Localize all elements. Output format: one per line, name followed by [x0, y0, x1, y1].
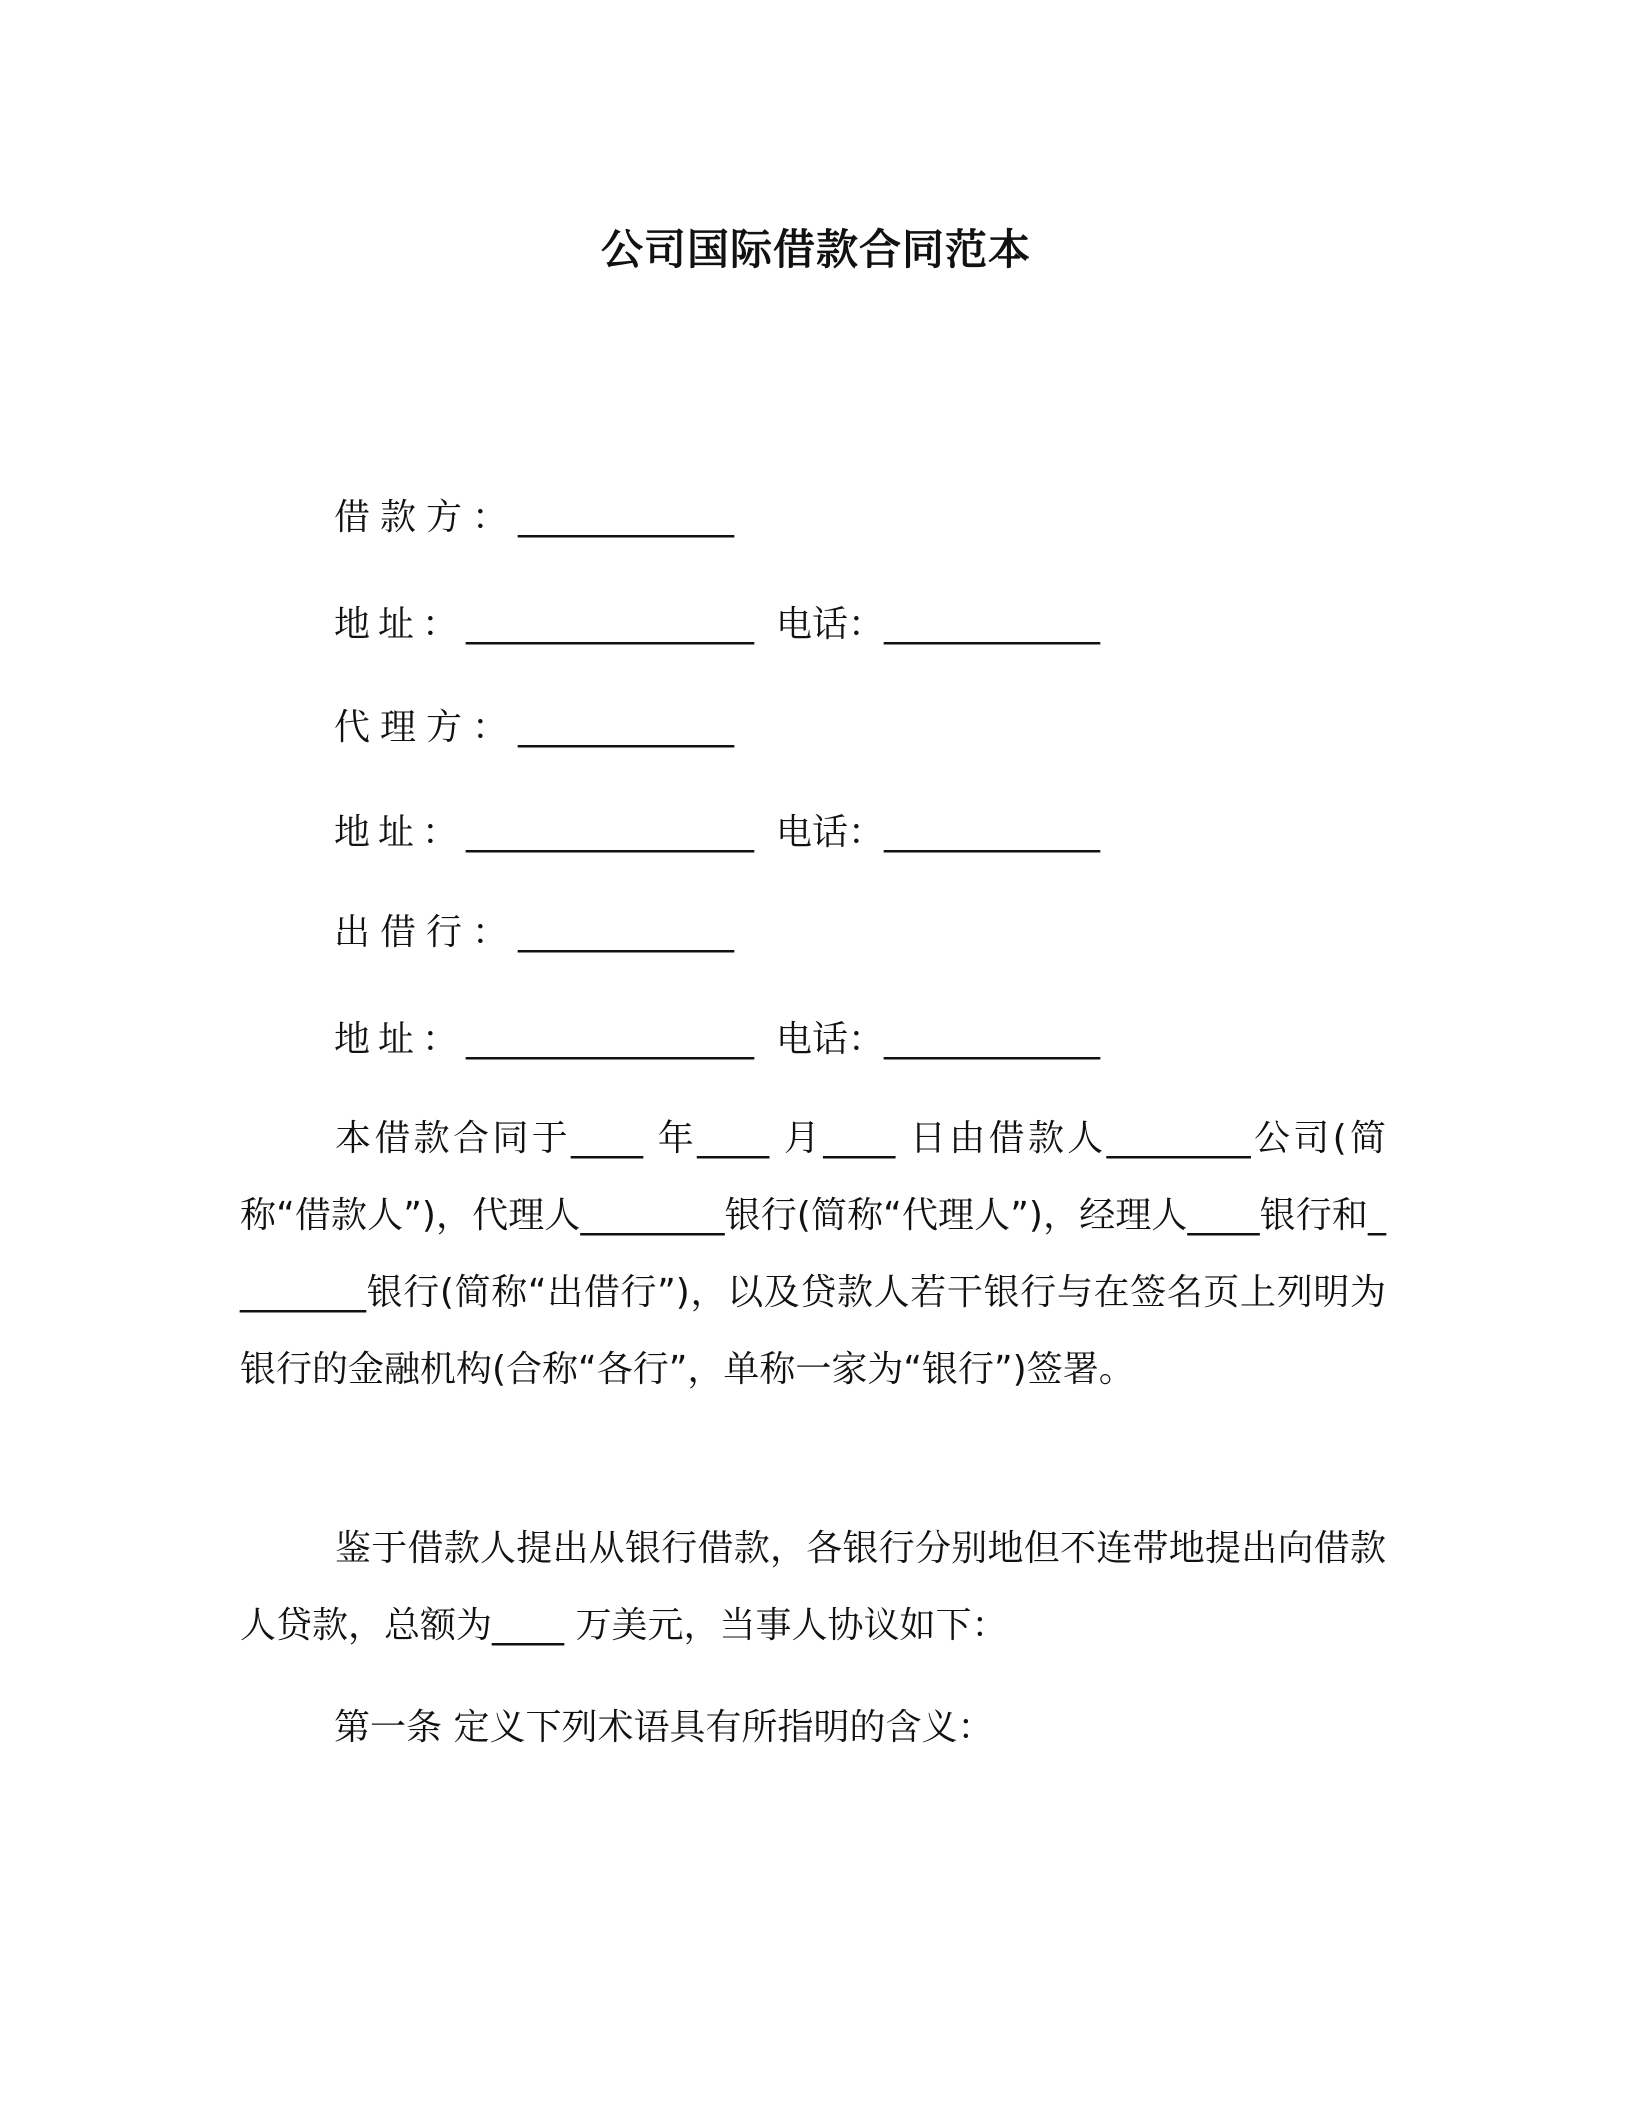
agreement-intro-paragraph: 本借款合同于____ 年____ 月____ 日由借款人________公司(简称“借款人”)，代理人________银行(简称“代理人”)，经理人____银行和________银行(简称“出借行”)，以及贷款人若干银行与在签名页上列明为银行的金融机构(合称“各行”，单称一家为“银行”)签署。 [240, 1118, 1386, 1390]
borrower-phone-blank: ____________ [884, 604, 1101, 645]
lender-line [334, 909, 734, 957]
borrower-blank: ____________ [518, 497, 735, 538]
loan-purpose-paragraph: 鉴于借款人提出从银行借款，各银行分别地但不连带地提出向借款人贷款，总额为____ 万美元，当事人协议如下： [240, 1528, 1386, 1646]
agent-blank: ____________ [518, 707, 735, 748]
agent-phone-label: 电话： [776, 812, 885, 853]
lender-phone-label: 电话： [776, 1019, 885, 1060]
lender-phone-blank: ____________ [884, 1019, 1101, 1060]
agent-label: 代理方： [334, 707, 519, 748]
lender-address-label: 地址： [334, 1019, 467, 1060]
borrower-phone-label: 电话： [776, 604, 885, 645]
lender-address-blank: ________________ [466, 1019, 755, 1060]
document-title: 公司国际借款合同范本 [600, 225, 1031, 274]
clause-1-heading: 第一条 定义下列术语具有所指明的含义： [334, 1707, 994, 1748]
lender-blank: ____________ [518, 912, 735, 953]
agent-line [334, 704, 734, 752]
borrower-label: 借款方： [334, 497, 519, 538]
agent-phone-blank: ____________ [884, 812, 1101, 853]
agent-address-blank: ________________ [466, 812, 755, 853]
agent-address-label: 地址： [334, 812, 467, 853]
borrower-address-blank: ________________ [466, 604, 755, 645]
agent-address-line [334, 809, 1100, 857]
borrower-line [334, 494, 734, 542]
borrower-address-line [334, 601, 1100, 649]
borrower-address-label: 地址： [334, 604, 467, 645]
lender-label: 出借行： [334, 912, 519, 953]
lender-address-line [334, 1016, 1100, 1064]
